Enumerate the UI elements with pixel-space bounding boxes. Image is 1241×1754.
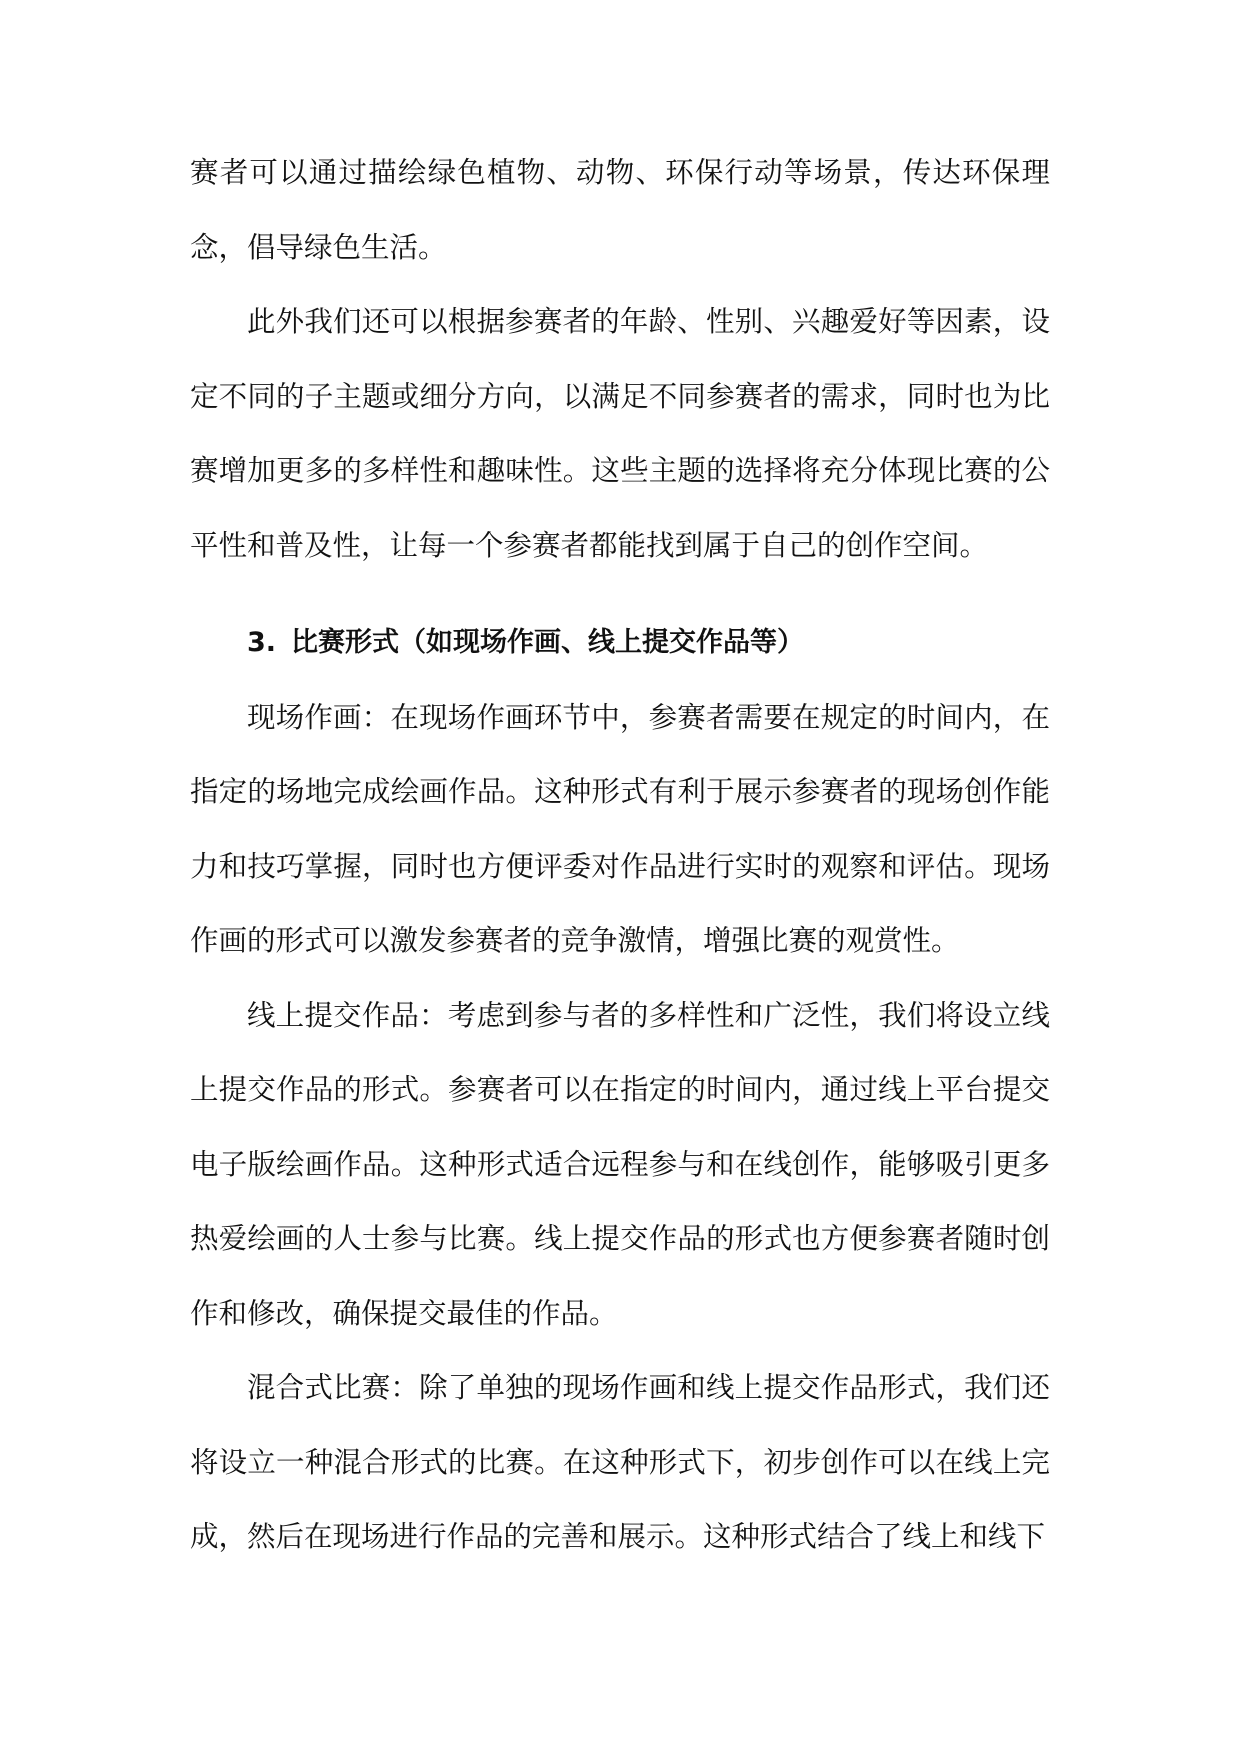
paragraph-continued: 赛者可以通过描绘绿色植物、动物、环保行动等场景，传达环保理念，倡导绿色生活。	[190, 156, 1050, 264]
paragraph-subthemes: 此外我们还可以根据参赛者的年龄、性别、兴趣爱好等因素，设定不同的子主题或细分方向，以满足不同参赛者的需求，同时也为比赛增加更多的多样性和趣味性。这些主题的选择将充分体现比赛的公平性和普及性，让每一个参赛者都能找到属于自己的创作空间。	[190, 305, 1050, 562]
body-text	[190, 136, 1050, 1575]
section-title: 比赛形式（如现场作画、线上提交作品等）	[291, 627, 804, 658]
paragraph-hybrid-competition: 混合式比赛：除了单独的现场作画和线上提交作品形式，我们还将设立一种混合形式的比赛。在这种形式下，初步创作可以在线上完成，然后在现场进行作品的完善和展示。这种形式结合了线上和线下	[190, 1371, 1050, 1553]
section-number: 3.	[247, 627, 277, 658]
paragraph-onsite-painting: 现场作画：在现场作画环节中，参赛者需要在规定的时间内，在指定的场地完成绘画作品。这种形式有利于展示参赛者的现场创作能力和技巧掌握，同时也方便评委对作品进行实时的观察和评估。现场作画的形式可以激发参赛者的竞争激情，增强比赛的观赏性。	[190, 700, 1050, 957]
section-heading	[190, 606, 1050, 681]
paragraph-online-submission: 线上提交作品：考虑到参与者的多样性和广泛性，我们将设立线上提交作品的形式。参赛者可以在指定的时间内，通过线上平台提交电子版绘画作品。这种形式适合远程参与和在线创作，能够吸引更多热爱绘画的人士参与比赛。线上提交作品的形式也方便参赛者随时创作和修改，确保提交最佳的作品。	[190, 998, 1050, 1330]
